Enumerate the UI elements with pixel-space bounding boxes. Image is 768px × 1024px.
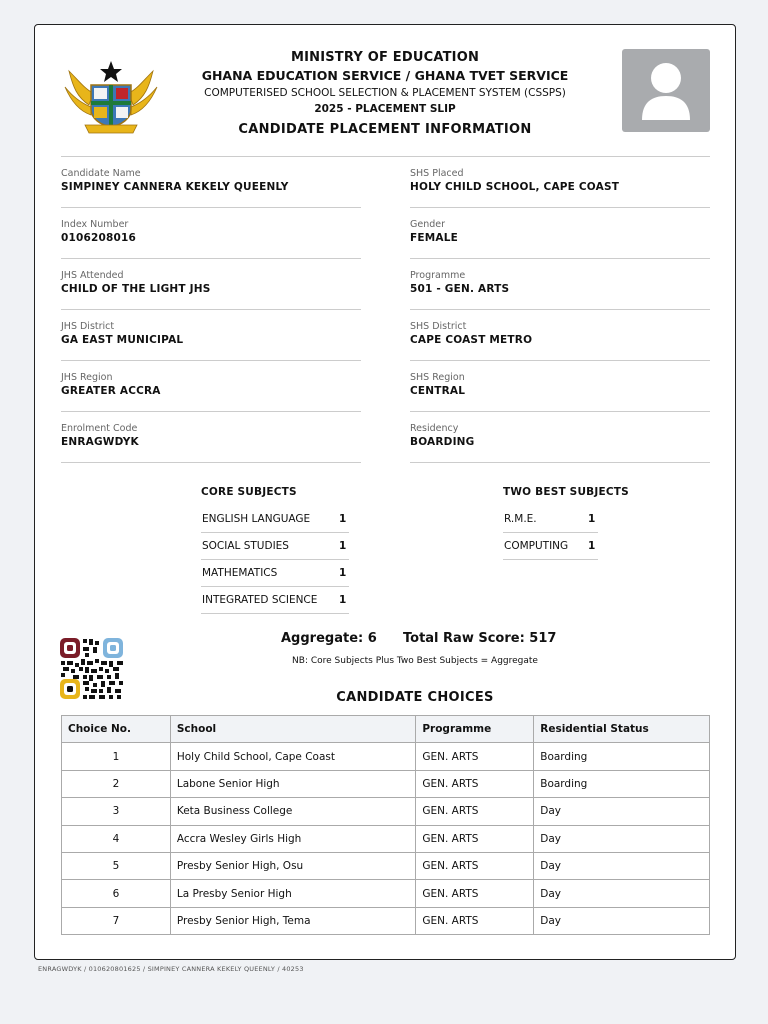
ministry-title: MINISTRY OF EDUCATION [290, 50, 480, 65]
table-row: 3 Keta Business College GEN. ARTS Day [62, 798, 710, 825]
ghana-coat-of-arms-icon [63, 57, 159, 137]
column-header-school: School [170, 716, 416, 743]
core-subject-row: MATHEMATICS 1 [201, 560, 349, 587]
field-shs-region: SHS Region CENTRAL [410, 361, 710, 412]
column-header-residential-status: Residential Status [534, 716, 710, 743]
total-raw-score: Total Raw Score: 517 [403, 631, 557, 646]
field-residency: Residency BOARDING [410, 412, 710, 463]
best-subjects-title: TWO BEST SUBJECTS [503, 486, 629, 498]
slip-year-title: 2025 - PLACEMENT SLIP [314, 103, 456, 115]
table-row: 4 Accra Wesley Girls High GEN. ARTS Day [62, 825, 710, 852]
aggregate-value: Aggregate: 6 [281, 631, 377, 646]
placement-slip [34, 24, 736, 960]
core-subject-row: INTEGRATED SCIENCE 1 [201, 587, 349, 614]
system-title: COMPUTERISED SCHOOL SELECTION & PLACEMENT SYSTEM (CSSPS) [204, 87, 566, 99]
field-candidate-name: Candidate Name SIMPINEY CANNERA KEKELY QUEENLY [61, 157, 361, 208]
best-subject-row: COMPUTING 1 [503, 533, 598, 560]
user-avatar-icon [640, 60, 692, 122]
field-shs-placed: SHS Placed HOLY CHILD SCHOOL, CAPE COAST [410, 157, 710, 208]
candidate-photo-placeholder [622, 49, 710, 132]
field-index-number: Index Number 0106208016 [61, 208, 361, 259]
slip-footer-reference: ENRAGWDYK / 010620801625 / SIMPINEY CANNERA KEKELY QUEENLY / 40253 [38, 965, 304, 973]
core-subjects-title: CORE SUBJECTS [201, 486, 297, 498]
table-header-row [62, 716, 710, 743]
column-header-choice-no: Choice No. [62, 716, 171, 743]
column-header-programme: Programme [416, 716, 534, 743]
page-title: CANDIDATE PLACEMENT INFORMATION [238, 122, 532, 137]
qr-code-icon [59, 637, 125, 701]
field-programme: Programme 501 - GEN. ARTS [410, 259, 710, 310]
field-enrolment-code: Enrolment Code ENRAGWDYK [61, 412, 361, 463]
slip-header [185, 49, 585, 142]
service-title: GHANA EDUCATION SERVICE / GHANA TVET SERVICE [201, 68, 569, 83]
field-jhs-attended: JHS Attended CHILD OF THE LIGHT JHS [61, 259, 361, 310]
aggregate-note: NB: Core Subjects Plus Two Best Subjects = Aggregate [292, 656, 538, 666]
candidate-choices-table [61, 715, 710, 935]
table-row: 7 Presby Senior High, Tema GEN. ARTS Day [62, 907, 710, 934]
field-jhs-region: JHS Region GREATER ACCRA [61, 361, 361, 412]
table-row: 2 Labone Senior High GEN. ARTS Boarding [62, 770, 710, 797]
table-row: 1 Holy Child School, Cape Coast GEN. ARTS Boarding [62, 743, 710, 770]
field-gender: Gender FEMALE [410, 208, 710, 259]
table-row: 5 Presby Senior High, Osu GEN. ARTS Day [62, 852, 710, 879]
table-row: 6 La Presby Senior High GEN. ARTS Day [62, 880, 710, 907]
core-subject-row: ENGLISH LANGUAGE 1 [201, 506, 349, 533]
core-subject-row: SOCIAL STUDIES 1 [201, 533, 349, 560]
best-subject-row: R.M.E. 1 [503, 506, 598, 533]
candidate-choices-title: CANDIDATE CHOICES [336, 690, 494, 705]
field-jhs-district: JHS District GA EAST MUNICIPAL [61, 310, 361, 361]
field-shs-district: SHS District CAPE COAST METRO [410, 310, 710, 361]
